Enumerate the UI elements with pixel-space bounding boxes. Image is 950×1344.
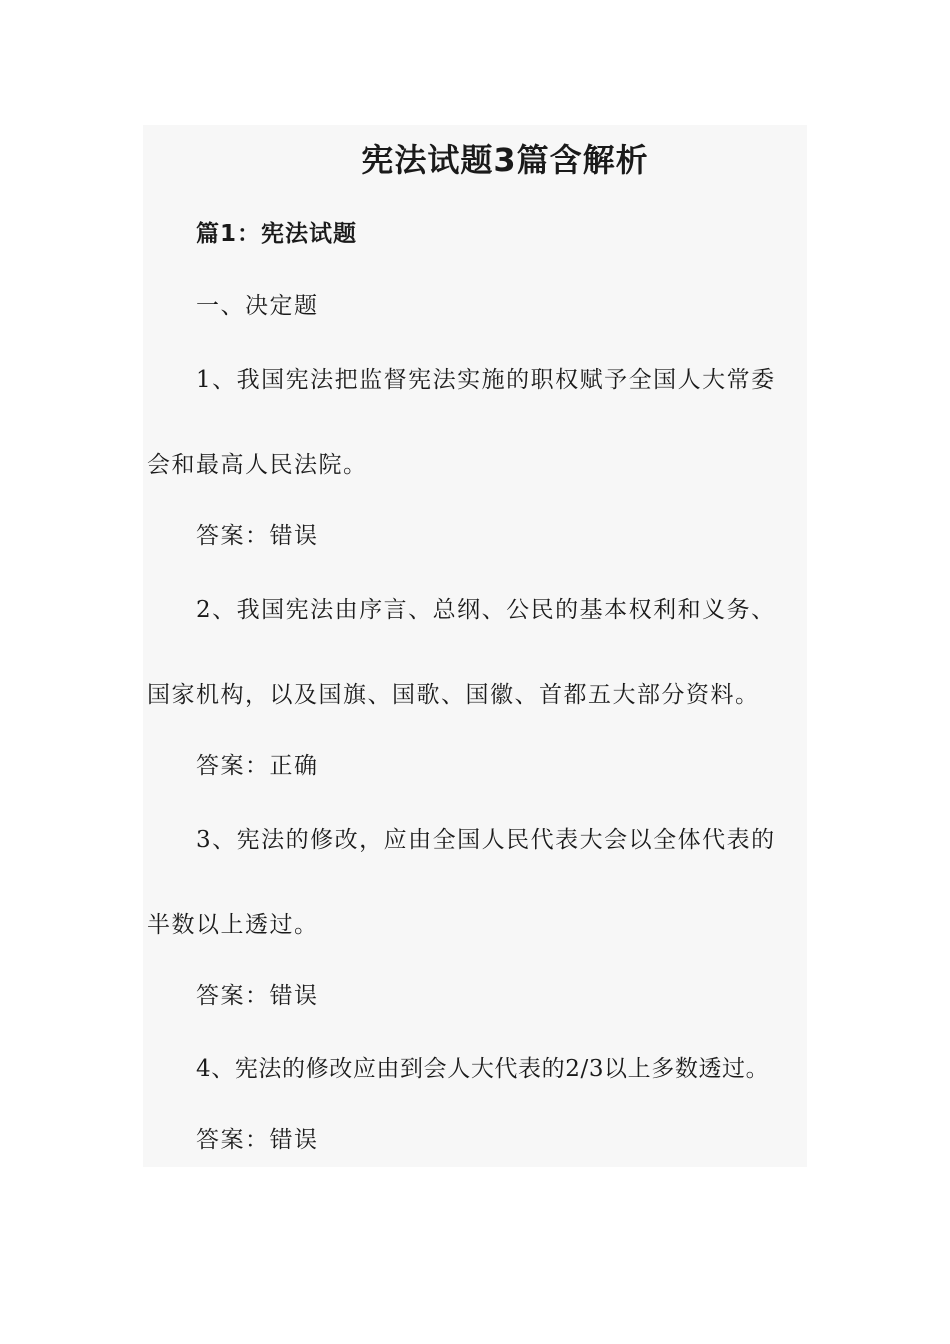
question-2-line-2: 国家机构，以及国旗、国歌、国徽、首都五大部分资料。 xyxy=(147,682,760,708)
question-3-line-2: 半数以上透过。 xyxy=(147,912,319,938)
section-heading: 篇1：宪法试题 xyxy=(196,221,358,247)
document-title: 宪法试题3篇含解析 xyxy=(361,141,649,179)
question-1-line-2: 会和最高人民法院。 xyxy=(147,452,368,478)
question-1-answer: 答案：错误 xyxy=(196,523,319,549)
question-4-answer: 答案：错误 xyxy=(196,1127,319,1153)
part-heading: 一、决定题 xyxy=(196,293,319,319)
question-2-line-1: 2、我国宪法由序言、总纲、公民的基本权利和义务、 xyxy=(196,597,776,623)
question-1-line-1: 1、我国宪法把监督宪法实施的职权赋予全国人大常委 xyxy=(196,367,776,393)
question-3-answer: 答案：错误 xyxy=(196,983,319,1009)
question-3-line-1: 3、宪法的修改，应由全国人民代表大会以全体代表的 xyxy=(196,827,776,853)
question-4-line-1: 4、宪法的修改应由到会人大代表的2/3以上多数透过。 xyxy=(196,1056,770,1082)
question-2-answer: 答案：正确 xyxy=(196,753,319,779)
